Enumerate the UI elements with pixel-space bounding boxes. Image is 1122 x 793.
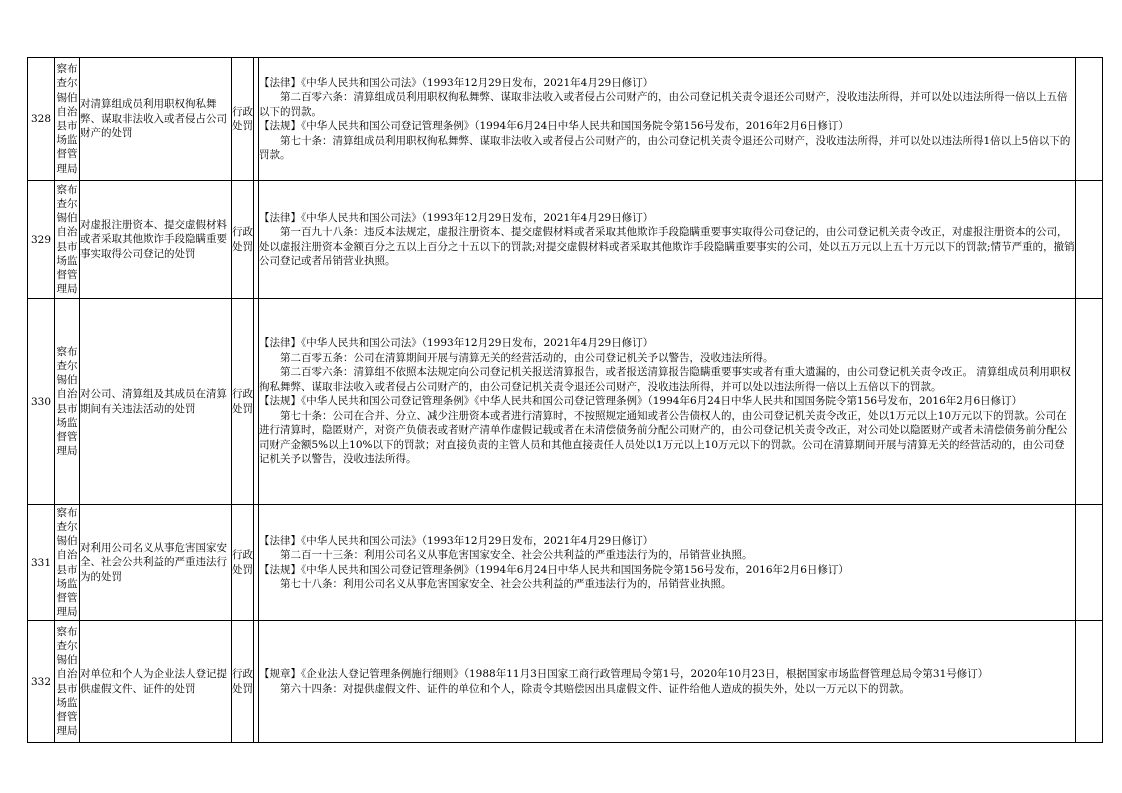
row-number: 328 xyxy=(28,58,55,181)
penalty-category: 行政处罚 xyxy=(232,181,254,299)
basis-line: 【法规】《中华人民共和国公司登记管理条例》《中华人民共和国公司登记管理条例》（1994年6月24日中华人民共和国国务院令第156号发布，2016年2月6日修订） xyxy=(259,395,1023,408)
basis-line: 第七十条：清算组成员利用职权徇私舞弊、谋取非法收入或者侵占公司财产的，由公司登记机关责令退还公司财产，没收违法所得，并可以处以违法所得1倍以上5倍以下的罚款。 xyxy=(259,134,1071,161)
basis-line: 第六十四条：对提供虚假文件、证件的单位和个人，除责令其赔偿因出具虚假文件、证件给他人造成的损失外，处以一万元以下的罚款。 xyxy=(280,682,910,695)
penalty-item: 对公司、清算组及其成员在清算期间有关违法活动的处罚 xyxy=(80,299,232,505)
enforcement-agency: 察布查尔锡伯自治县市场监督管理局 xyxy=(55,621,80,743)
enforcement-table xyxy=(27,57,1103,743)
basis-line: 第七十条：公司在合并、分立、减少注册资本或者进行清算时，不按照规定通知或者公告债权人的，由公司登记机关责令改正，处以1万元以上10万元以下的罚款。公司在进行清算时，隐匿财产，对资产负债表或者财产清单作虚假记载或者在未清偿债务前分配公司财产的，由公司登记机关责令改正，对公司处以隐匿财产或者未清偿债务前分配公司财产金额5%以上10%以下的罚款；对直接负责的主管人员和其他直接责任人员处以1万元以上10万元以下的罚款。公司在清算期间开展与清算无关的经营活动的，由公司登记机关予以警告，没收违法所得。 xyxy=(259,409,1068,466)
legal-basis xyxy=(259,181,1076,299)
remarks-cell xyxy=(1076,58,1103,181)
row-number: 329 xyxy=(28,181,55,299)
penalty-item: 对清算组成员利用职权徇私舞弊、谋取非法收入或者侵占公司财产的处罚 xyxy=(80,58,232,181)
legal-basis xyxy=(259,58,1076,181)
penalty-item: 对单位和个人为企业法人登记提供虚假文件、证件的处罚 xyxy=(80,621,232,743)
legal-basis xyxy=(259,505,1076,621)
enforcement-agency: 察布查尔锡伯自治县市场监督管理局 xyxy=(55,58,80,181)
remarks-cell xyxy=(1076,181,1103,299)
table-row xyxy=(28,58,1103,181)
basis-line: 【法规】《中华人民共和国公司登记管理条例》（1994年6月24日中华人民共和国国务院令第156号发布，2016年2月6日修订） xyxy=(259,563,849,576)
legal-basis xyxy=(259,621,1076,743)
legal-basis xyxy=(259,299,1076,505)
basis-line: 第二百零六条：清算组成员利用职权徇私舞弊、谋取非法收入或者侵占公司财产的，由公司登记机关责令退还公司财产，没收违法所得，并可以处以违法所得一倍以上五倍以下的罚款。 xyxy=(259,91,1068,118)
basis-line: 第二百零六条：清算组不依照本法规定向公司登记机关报送清算报告，或者报送清算报告隐瞒重要事实或者有重大遗漏的，由公司登记机关责令改正。 清算组成员利用职权徇私舞弊、谋取非法收入或者侵占公司财产的，由公司登记机关责令退还公司财产，没收违法所得，并可以处以违法所得一倍以上五倍以下的罚款。 xyxy=(259,366,1071,393)
basis-line: 【法律】《中华人民共和国公司法》（1993年12月29日发布，2021年4月29日修订） xyxy=(259,211,654,224)
basis-line: 【法律】《中华人民共和国公司法》（1993年12月29日发布，2021年4月29日修订） xyxy=(259,534,654,547)
remarks-cell xyxy=(1076,299,1103,505)
enforcement-agency: 察布查尔锡伯自治县市场监督管理局 xyxy=(55,181,80,299)
table-body xyxy=(28,58,1103,743)
basis-line: 第七十八条：利用公司名义从事危害国家安全、社会公共利益的严重违法行为的，吊销营业执照。 xyxy=(280,578,732,590)
enforcement-agency: 察布查尔锡伯自治县市场监督管理局 xyxy=(55,505,80,621)
basis-line: 第二百零五条：公司在清算期间开展与清算无关的经营活动的，由公司登记机关予以警告，没收违法所得。 xyxy=(280,351,774,364)
table-row xyxy=(28,299,1103,505)
table-row xyxy=(28,621,1103,743)
penalty-category: 行政处罚 xyxy=(232,58,254,181)
row-number: 332 xyxy=(28,621,55,743)
basis-line: 【法规】《中华人民共和国公司登记管理条例》（1994年6月24日中华人民共和国国务院令第156号发布，2016年2月6日修订） xyxy=(259,120,849,132)
penalty-category: 行政处罚 xyxy=(232,505,254,621)
basis-line: 第二百一十三条：利用公司名义从事危害国家安全、社会公共利益的严重违法行为的，吊销营业执照。 xyxy=(280,549,753,561)
basis-line: 【法律】《中华人民共和国公司法》（1993年12月29日发布，2021年4月29日修订） xyxy=(259,337,654,350)
row-number: 330 xyxy=(28,299,55,505)
penalty-category: 行政处罚 xyxy=(232,299,254,505)
basis-line: 【规章】《企业法人登记管理条例施行细则》（1988年11月3日国家工商行政管理局令第1号，2020年10月23日，根据国家市场监督管理总局令第31号修订） xyxy=(259,668,989,680)
remarks-cell xyxy=(1076,621,1103,743)
basis-line: 【法律】《中华人民共和国公司法》（1993年12月29日发布，2021年4月29日修订） xyxy=(259,76,654,89)
enforcement-agency: 察布查尔锡伯自治县市场监督管理局 xyxy=(55,299,80,505)
penalty-category: 行政处罚 xyxy=(232,621,254,743)
penalty-item: 对利用公司名义从事危害国家安全、社会公共利益的严重违法行为的处罚 xyxy=(80,505,232,621)
table-row xyxy=(28,505,1103,621)
penalty-item: 对虚报注册资本、提交虚假材料或者采取其他欺诈手段隐瞒重要事实取得公司登记的处罚 xyxy=(80,181,232,299)
row-number: 331 xyxy=(28,505,55,621)
remarks-cell xyxy=(1076,505,1103,621)
table-row xyxy=(28,181,1103,299)
basis-line: 第一百九十八条：违反本法规定，虚报注册资本、提交虚假材料或者采取其他欺诈手段隐瞒重要事实取得公司登记的，由公司登记机关责令改正，对虚报注册资本的公司，处以虚报注册资本金额百分之五以上百分之十五以下的罚款;对提交虚假材料或者采取其他欺诈手段隐瞒重要事实的公司，处以五万元以上五十万元以下的罚款;情节严重的，撤销公司登记或者吊销营业执照。 xyxy=(259,226,1075,267)
